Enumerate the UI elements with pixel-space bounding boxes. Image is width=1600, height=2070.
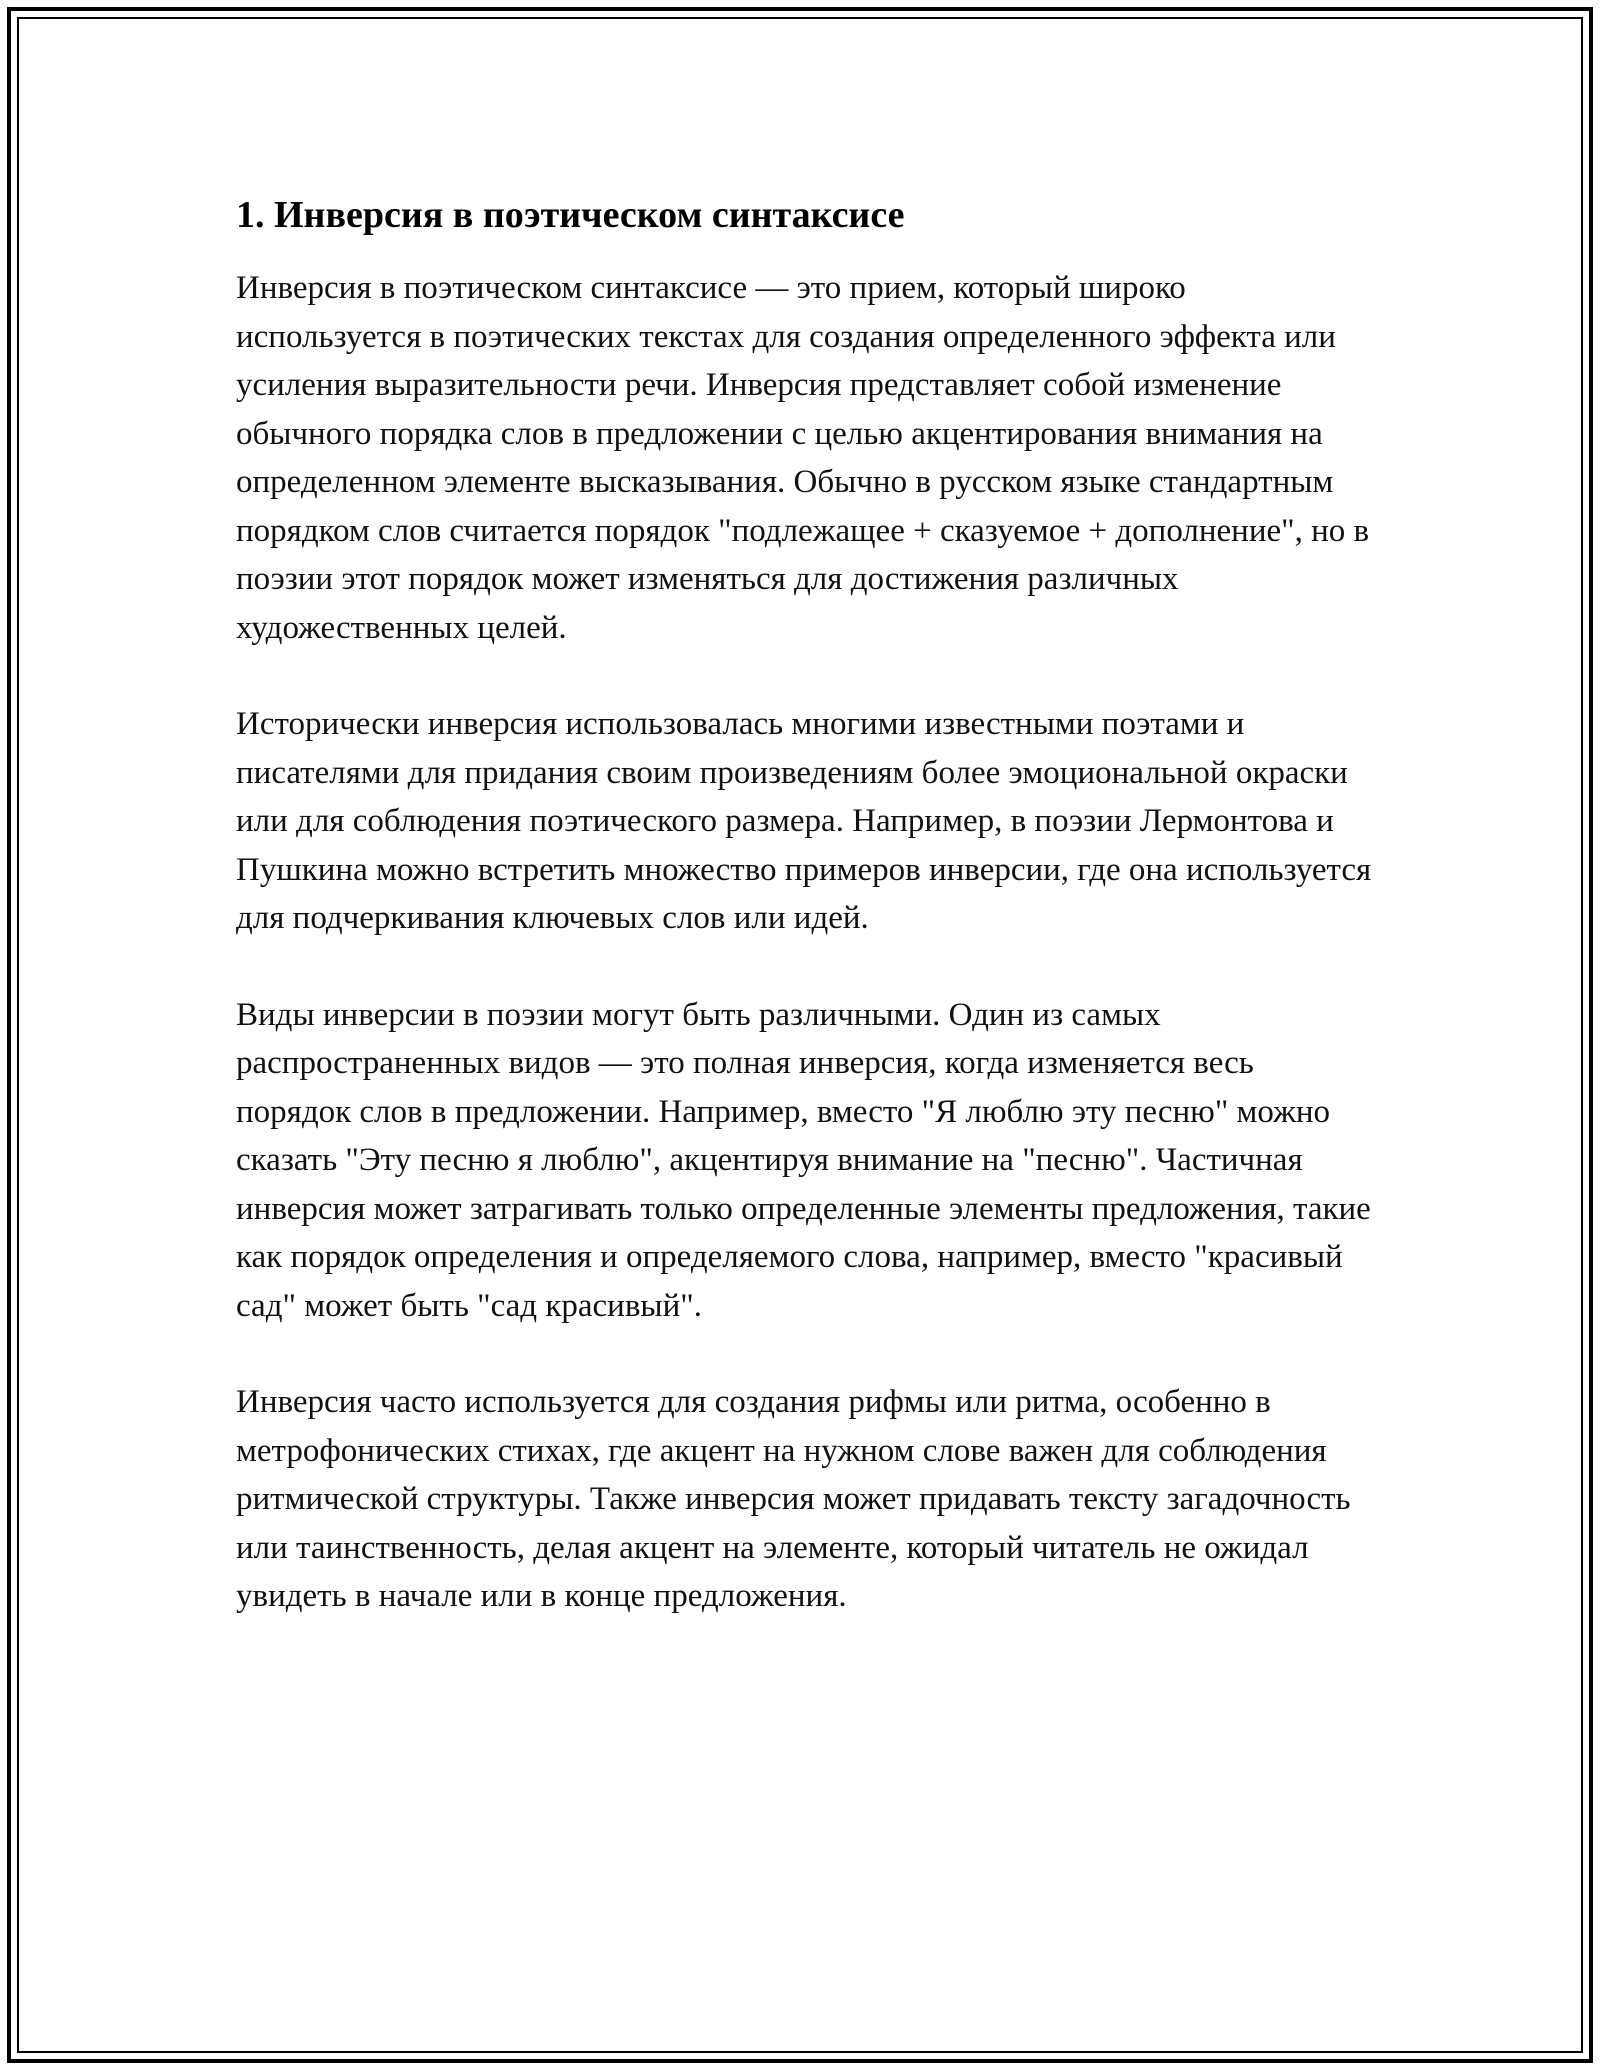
paragraph-1: Инверсия в поэтическом синтаксисе — это прием, который широко используется в поэтических текстах для создания определенного эффекта или усиления выразительности речи. Инверсия представляет собой изменение обычного порядка слов в предложении с целью акцентирования внимания на определенном элементе высказывания. Обычно в русском языке стандартным порядком слов считается порядок "подлежащее + сказуемое + дополнение", но в поэзии этот порядок может изменяться для достижения различных художественных целей.	[236, 270, 1370, 646]
paragraph-3: Виды инверсии в поэзии могут быть различными. Один из самых распространенных видов — это полная инверсия, когда изменяется весь порядок слов в предложении. Например, вместо "Я люблю эту песню" можно сказать "Эту песню я люблю", акцентируя внимание на "песню". Частичная инверсия может затрагивать только определенные элементы предложения, такие как порядок определения и определяемого слова, например, вместо "красивый сад" может быть "сад красивый".	[236, 996, 1371, 1324]
document-body	[236, 188, 1376, 1669]
paragraph-2: Исторически инверсия использовалась многими известными поэтами и писателями для придания своим произведениям более эмоциональной окраски или для соблюдения поэтического размера. Например, в поэзии Лермонтова и Пушкина можно встретить множество примеров инверсии, где она используется для подчеркивания ключевых слов или идей.	[236, 706, 1372, 936]
section-heading: 1. Инверсия в поэтическом синтаксисе	[236, 194, 905, 236]
paragraph-4: Инверсия часто используется для создания рифмы или ритма, особенно в метрофонических стихах, где акцент на нужном слове важен для соблюдения ритмической структуры. Также инверсия может придавать тексту загадочность или таинственность, делая акцент на элементе, который читатель не ожидал увидеть в начале или в конце предложения.	[236, 1384, 1351, 1614]
